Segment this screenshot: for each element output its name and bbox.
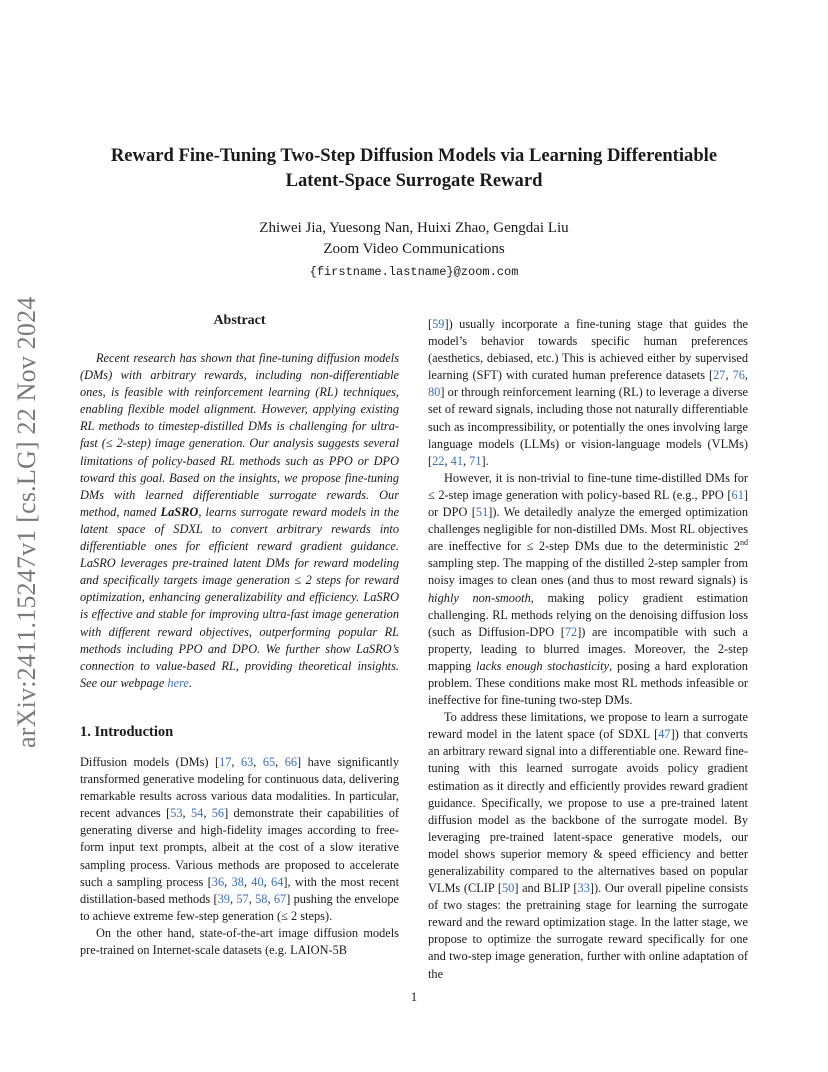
right-paragraph-3: To address these limitations, we propose to learn a surrogate reward model in the latent space (of SDXL [47]) that converts an arbitrary reward signal into a differentiable one. Reward fine-tuning with this learned surrogate avoids policy gradient estimation as it directly and efficiently provides reward gradient guidance. Specifically, we propose to use a pre-trained latent diffusion model as the backbone of the surrogate model. By leveraging pre-trained latent-space generative models, our model shows superior memory & speed efficiency and better generalizability compared to the alternatives based on popular VLMs (CLIP [50] and BLIP [33]). Our overall pipeline consists of two stages: the pretraining stage for learning the surrogate reward and the reward optimization stage. In the latter stage, we propose to optimize the surrogate reward specifically for one and two-step image generation, further with online adaptation of the <box>428 710 749 981</box>
abstract-paragraph: Recent research has shown that fine-tuning diffusion models (DMs) with arbitrary rewards, including non-differentiable ones, is feasible with reinforcement learning (RL) techniques, enabling flexible model alignment. However, applying existing RL methods to timestep-distilled DMs is challenging for ultra-fast (≤ 2-step) image generation. Our analysis suggests several limitations of policy-based RL methods such as PPO or DPO toward this goal. Based on the insights, we propose fine-tuning DMs with learned differentiable surrogate rewards. Our method, named LaSRO, learns surrogate reward models in the latent space of SDXL to convert arbitrary rewards into differentiable ones for efficient reward gradient guidance. LaSRO leverages pre-trained latent DMs for reward modeling and specifically targets image generation ≤ 2 steps for reward optimization, enhancing generalizability and efficiency. LaSRO is effective and stable for improving ultra-fast image generation with different reward objectives, outperforming popular RL methods including PPO and DPO. We further show LaSRO’s connection to value-based RL, providing theoretical insights. See our webpage here. <box>80 351 399 690</box>
citation-link[interactable]: 17 <box>219 755 232 769</box>
right-paragraph-2: However, it is non-trivial to fine-tune time-distilled DMs for ≤ 2-step image generation with policy-based RL (e.g., PPO [61] or DPO [51]). We detailedly analyze the emerged optimization challenges negligible for non-distilled DMs. Most RL objectives are ineffective for ≤ 2-step DMs due to the deterministic 2nd sampling step. The mapping of the distilled 2-step sampler from noisy images to clean ones (and thus to most reward signals) is highly non-smooth, making policy gradient estimation challenging. RL methods relying on the denoising diffusion loss (such as Diffusion-DPO [72]) are incompatible with such a property, leading to blurred images. Moreover, the 2-step mapping lacks enough stochasticity, posing a hard exploration problem. These conditions make most RL methods infeasible or ineffective for fine-tuning two-step DMs. <box>428 470 749 708</box>
citation-link[interactable]: 33 <box>577 881 590 896</box>
right-paragraph-1: [59]) usually incorporate a fine-tuning stage that guides the model’s behavior towards specific human preferences (aesthetics, debiased, etc.) This is achieved either by supervised learning (SFT) with curated human preference datasets [27, 76, 80] or through reinforcement learning (RL) to leverage a diverse set of reward signals, including those not naturally differentiable such as incompressibility, or potentially the ones involving large language models (LLMs) or vision-language models (VLMs) [22, 41, 71]. <box>428 317 749 468</box>
citation-link[interactable]: 39 <box>217 891 230 906</box>
citation-link[interactable]: 41 <box>450 453 463 468</box>
affiliation: Zoom Video Communications <box>323 241 505 257</box>
author-names: Zhiwei Jia, Yuesong Nan, Huixi Zhao, Gengdai Liu <box>259 220 569 236</box>
page-number: 1 <box>410 990 418 1004</box>
citation-link[interactable]: 72 <box>564 624 578 639</box>
citation-link[interactable]: 59 <box>432 317 445 331</box>
superscript: nd <box>740 538 748 548</box>
citation-link[interactable]: 80 <box>428 385 441 400</box>
abstract-body <box>80 350 399 692</box>
citation-link[interactable]: 64 <box>271 874 284 889</box>
citation-link[interactable]: 65 <box>262 755 276 769</box>
citation-link[interactable]: 54 <box>190 806 204 821</box>
author-block <box>80 218 748 283</box>
intro-paragraph-2: On the other hand, state-of-the-art image diffusion models pre-trained on Internet-scale datasets (e.g. LAION-5B <box>80 925 399 958</box>
citation-link[interactable]: 36 <box>211 874 225 889</box>
citation-link[interactable]: 38 <box>231 874 244 889</box>
citation-link[interactable]: 76 <box>732 368 745 383</box>
citation-link[interactable]: 47 <box>658 727 671 742</box>
author-email: {firstname.lastname}@zoom.com <box>309 265 519 279</box>
citation-link[interactable]: 56 <box>211 806 225 821</box>
citation-link[interactable]: 63 <box>240 755 254 769</box>
title-line-1: Reward Fine-Tuning Two-Step Diffusion Models via Learning Differentiable <box>110 145 718 166</box>
title-line-2: Latent-Space Surrogate Reward <box>285 170 543 191</box>
paper-title <box>80 143 748 193</box>
citation-link[interactable]: 61 <box>731 487 744 502</box>
section-heading-introduction: 1. Introduction <box>80 724 174 740</box>
intro-paragraph-1: Diffusion models (DMs) [17, 63, 65, 66] have significantly transformed generative modeling for continuous data, delivering remarkable results across various data modalities. In particular, recent advances [53, 54, 56] demonstrate their capabilities of generating diverse and high-fidelity images according to free-form input text prompts, albeit at the cost of a slow iterative sampling process. Various methods are proposed to accelerate such a sampling process [36, 38, 40, 64], with the most recent distillation-based methods [39, 57, 58, 67] pushing the envelope to achieve extreme few-step generation (≤ 2 steps). <box>80 755 400 923</box>
introduction-left-column <box>80 754 399 959</box>
citation-link[interactable]: 53 <box>170 806 183 821</box>
citation-link[interactable]: 67 <box>273 891 287 906</box>
citation-link[interactable]: 50 <box>502 881 515 896</box>
citation-link[interactable]: 58 <box>255 891 268 906</box>
citation-link[interactable]: 71 <box>469 453 482 468</box>
citation-link[interactable]: 66 <box>284 755 298 769</box>
emphasis-text: lacks enough stochasticity <box>476 658 610 673</box>
emphasis-text: highly non-smooth <box>428 590 531 605</box>
citation-link[interactable]: 51 <box>475 505 489 520</box>
right-column <box>428 316 748 983</box>
webpage-link[interactable]: here <box>167 675 189 690</box>
method-name: LaSRO <box>160 504 199 519</box>
citation-link[interactable]: 27 <box>713 368 726 383</box>
citation-link[interactable]: 40 <box>251 874 264 889</box>
abstract-heading: Abstract <box>213 313 266 328</box>
citation-link[interactable]: 57 <box>236 891 249 906</box>
citation-link[interactable]: 22 <box>432 453 445 468</box>
arxiv-identifier: arXiv:2411.15247v1 [cs.LG] 22 Nov 2024 <box>12 296 41 748</box>
